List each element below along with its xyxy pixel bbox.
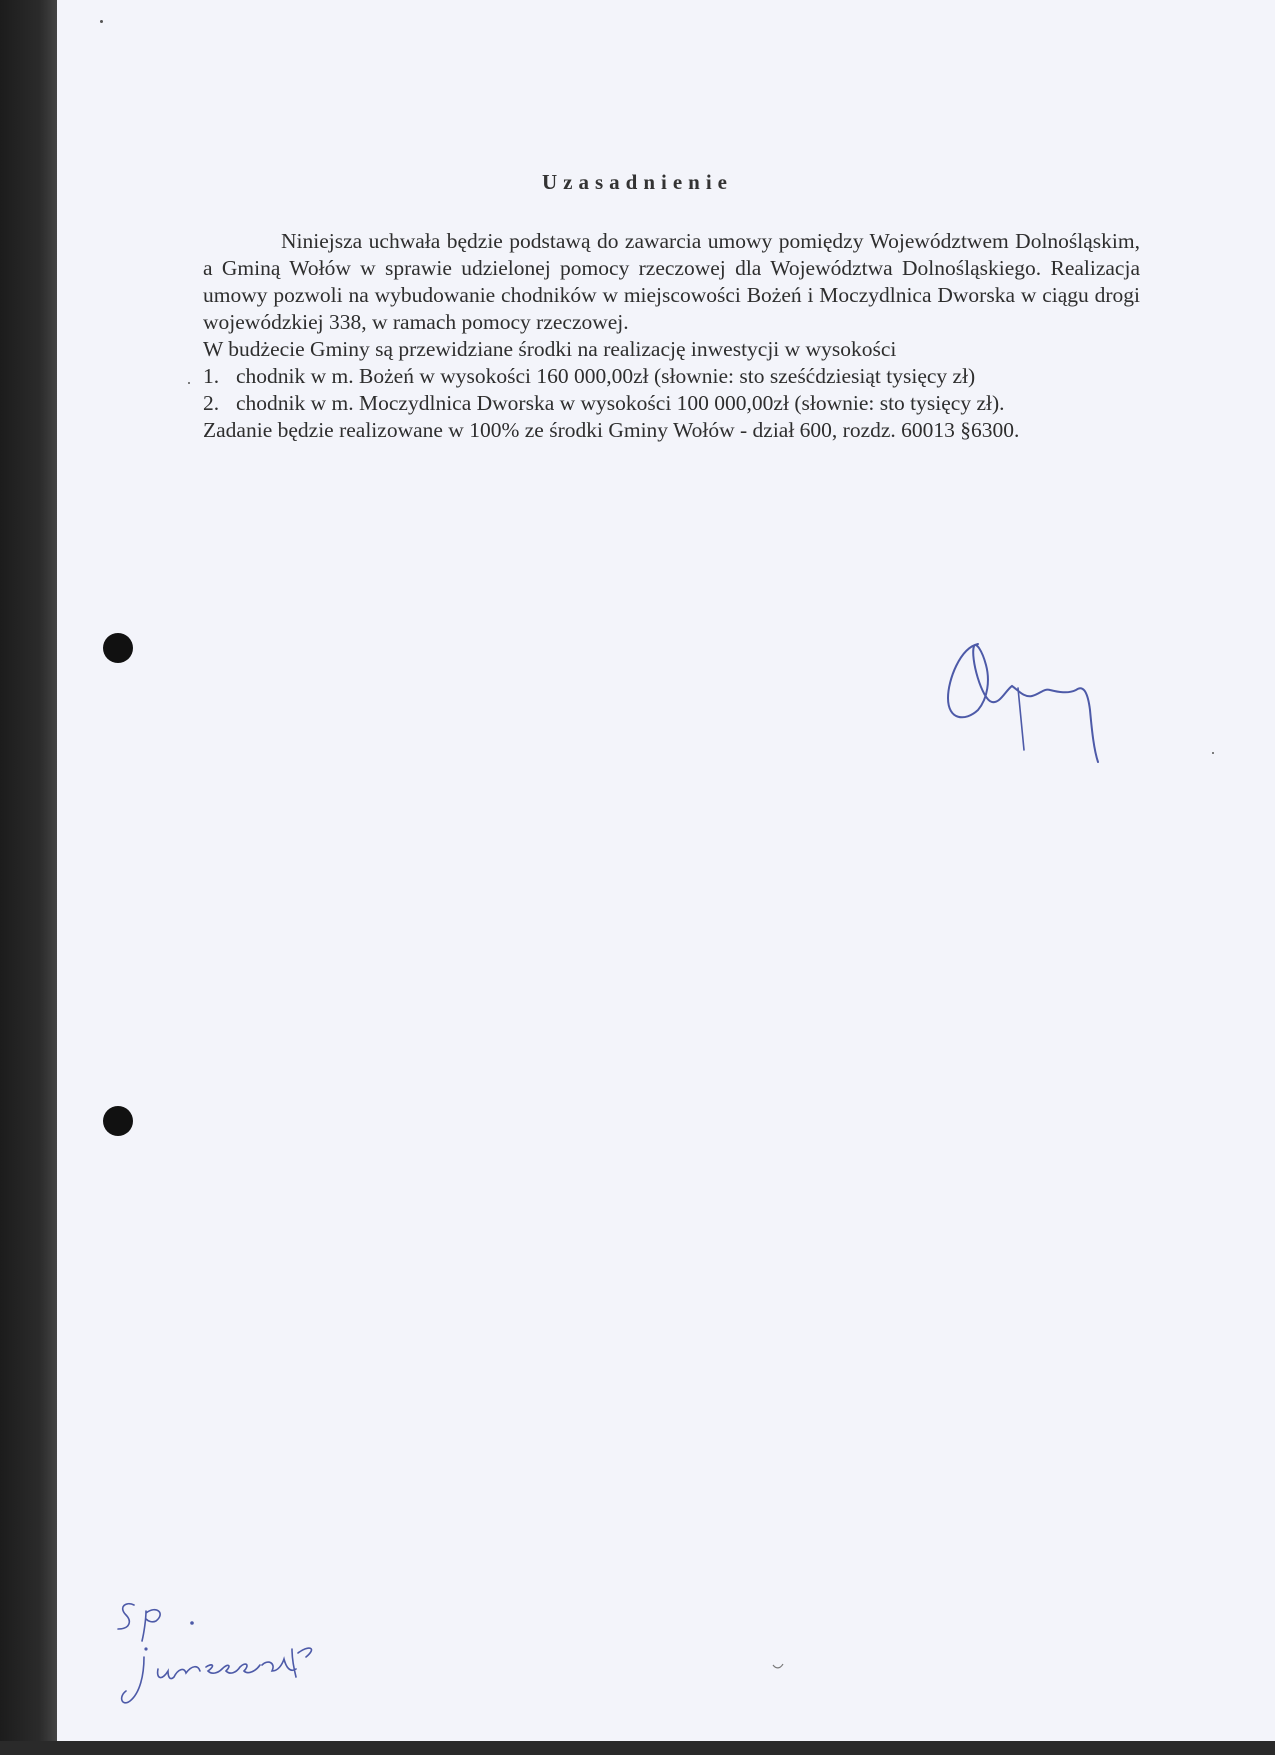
list-item — [203, 390, 1140, 417]
signature — [940, 640, 1120, 775]
handwritten-note — [112, 1585, 372, 1715]
scan-mark — [772, 1663, 784, 1671]
scan-dark-bottom-edge — [0, 1741, 1275, 1755]
list-item-text: chodnik w m. Moczydlnica Dworska w wysokości 100 000,00zł (słownie: sto tysięcy zł). — [236, 391, 1005, 415]
scan-dark-left-edge — [0, 0, 57, 1755]
list-item-number: 1. — [203, 364, 220, 388]
list-item-number: 2. — [203, 391, 220, 415]
document-body — [203, 228, 1140, 444]
punch-hole — [103, 633, 133, 663]
scan-speck — [188, 382, 190, 384]
document-title: Uzasadnienie — [541, 170, 733, 194]
main-paragraph: Niniejsza uchwała będzie podstawą do zawarcia umowy pomiędzy Województwem Dolnośląskim, a Gminą Wołów w sprawie udzielonej pomocy rzeczowej dla Województwa Dolnośląskiego. Realizacja umowy pozwoli na wybudowanie chodników w miejscowości Bożeń i Moczydlnica Dworska w ciągu drogi wojewódzkiej 338, w ramach pomocy rzeczowej. — [203, 229, 1140, 334]
scan-speck — [100, 20, 103, 23]
list-item — [203, 363, 1140, 390]
budget-line: W budżecie Gminy są przewidziane środki na realizację inwestycji w wysokości — [203, 337, 897, 361]
scan-speck — [1212, 752, 1214, 754]
list-item-text: chodnik w m. Bożeń w wysokości 160 000,00zł (słownie: sto sześćdziesiąt tysięcy zł) — [236, 364, 976, 388]
closing-line: Zadanie będzie realizowane w 100% ze środki Gminy Wołów - dział 600, rozdz. 60013 §6300. — [203, 418, 1020, 442]
punch-hole — [103, 1106, 133, 1136]
